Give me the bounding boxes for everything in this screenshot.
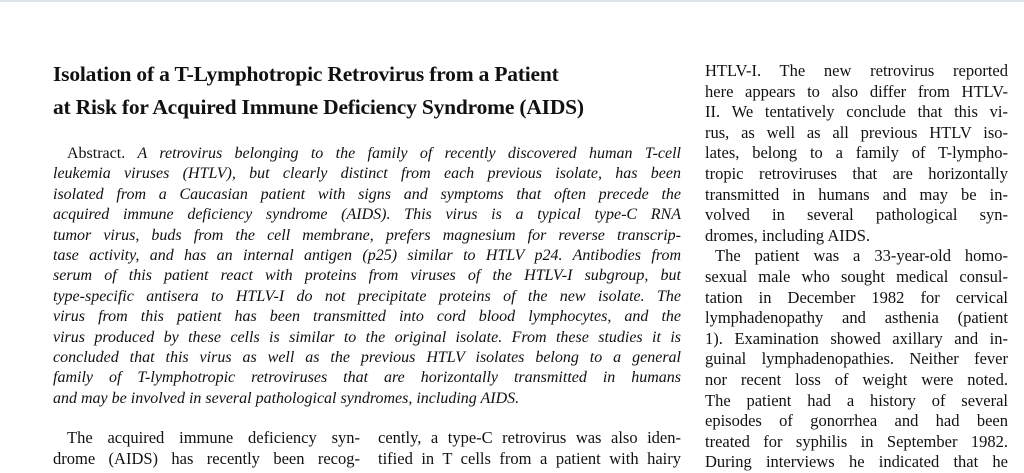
body-line: II. We tentatively conclude that this vi-: [705, 102, 1008, 122]
body-line: treated for syphilis in September 1982.: [705, 431, 1008, 451]
body-line: rus, as well as all previous HTLV iso-: [705, 122, 1008, 142]
abstract-line: virus from this patient has been transmitted into cord blood lymphocytes, and the: [53, 308, 681, 326]
viewer-top-edge: [0, 0, 1024, 2]
article-title: [53, 58, 673, 124]
body-line: The patient was a 33-year-old homo-: [715, 246, 1008, 266]
body-column-middle: [378, 428, 681, 469]
title-line: Isolation of a T-Lymphotropic Retrovirus from a Patient: [53, 62, 559, 86]
abstract-line: and may be involved in several pathological syndromes, including AIDS.: [53, 389, 520, 407]
body-line: 1). Examination showed axillary and in-: [705, 328, 1008, 348]
body-line: episodes of gonorrhea and had been: [705, 411, 1008, 431]
body-line: tation in December 1982 for cervical: [705, 287, 1008, 307]
body-line: lymphadenopathy and asthenia (patient: [705, 308, 1008, 328]
body-line: The patient had a history of several: [705, 390, 1008, 410]
body-line: dromes, including AIDS.: [705, 225, 870, 245]
body-line: drome (AIDS) has recently been recog-: [53, 448, 360, 468]
abstract-line: isolated from a Caucasian patient with signs and symptoms that often precede the: [53, 185, 681, 203]
abstract-line: type-specific antisera to HTLV-I do not precipitate proteins of the new isolate. The: [53, 287, 681, 305]
abstract-line: serum of this patient react with proteins from viruses of the HTLV-I subgroup, but: [53, 267, 681, 285]
abstract-line: tumor virus, buds from the cell membrane, prefers magnesium for reverse transcrip-: [53, 226, 681, 244]
body-column-left: [53, 428, 360, 469]
body-line: transmitted in humans and may be in-: [705, 184, 1008, 204]
title-line: at Risk for Acquired Immune Deficiency Syndrome (AIDS): [53, 95, 584, 119]
body-line: here appears to also differ from HTLV-: [705, 81, 1008, 101]
abstract-text: A retrovirus belonging to the family of recently discovered human T-cell: [137, 145, 682, 162]
body-line: volved in several pathological syn-: [705, 205, 1008, 225]
body-line: The acquired immune deficiency syn-: [67, 428, 360, 447]
body-line: nor recent loss of weight were noted.: [705, 369, 1008, 389]
abstract-line: family of T-lymphotropic retroviruses that are horizontally transmitted in humans: [53, 369, 681, 387]
body-line: sexual male who sought medical consul-: [705, 266, 1008, 286]
abstract-line: leukemia viruses (HTLV), but clearly distinct from each previous isolate, has been: [53, 165, 681, 183]
body-line: During interviews he indicated that he: [705, 452, 1008, 472]
abstract-line: acquired immune deficiency syndrome (AIDS). This virus is a typical type-C RNA: [53, 206, 681, 224]
body-line: tropic retroviruses that are horizontally: [705, 163, 1008, 183]
abstract: [53, 144, 681, 409]
abstract-label: Abstract.: [67, 145, 126, 162]
body-column-right: [705, 61, 1008, 473]
abstract-line: [53, 144, 681, 164]
body-line: lates, belong to a family of T-lympho-: [705, 143, 1008, 163]
body-line: guinal lymphadenopathies. Neither fever: [705, 349, 1008, 369]
body-line: HTLV-I. The new retrovirus reported: [705, 61, 1008, 80]
body-line: cently, a type-C retrovirus was also iden-: [378, 428, 681, 447]
abstract-line: virus produced by these cells is similar to the original isolate. From these studies it is: [53, 328, 681, 346]
body-line: tified in T cells from a patient with hairy: [378, 448, 681, 468]
abstract-line: tase activity, and has an internal antigen (p25) similar to HTLV p24. Antibodies from: [53, 247, 681, 265]
abstract-line: concluded that this virus as well as the previous HTLV isolates belong to a general: [53, 349, 681, 367]
